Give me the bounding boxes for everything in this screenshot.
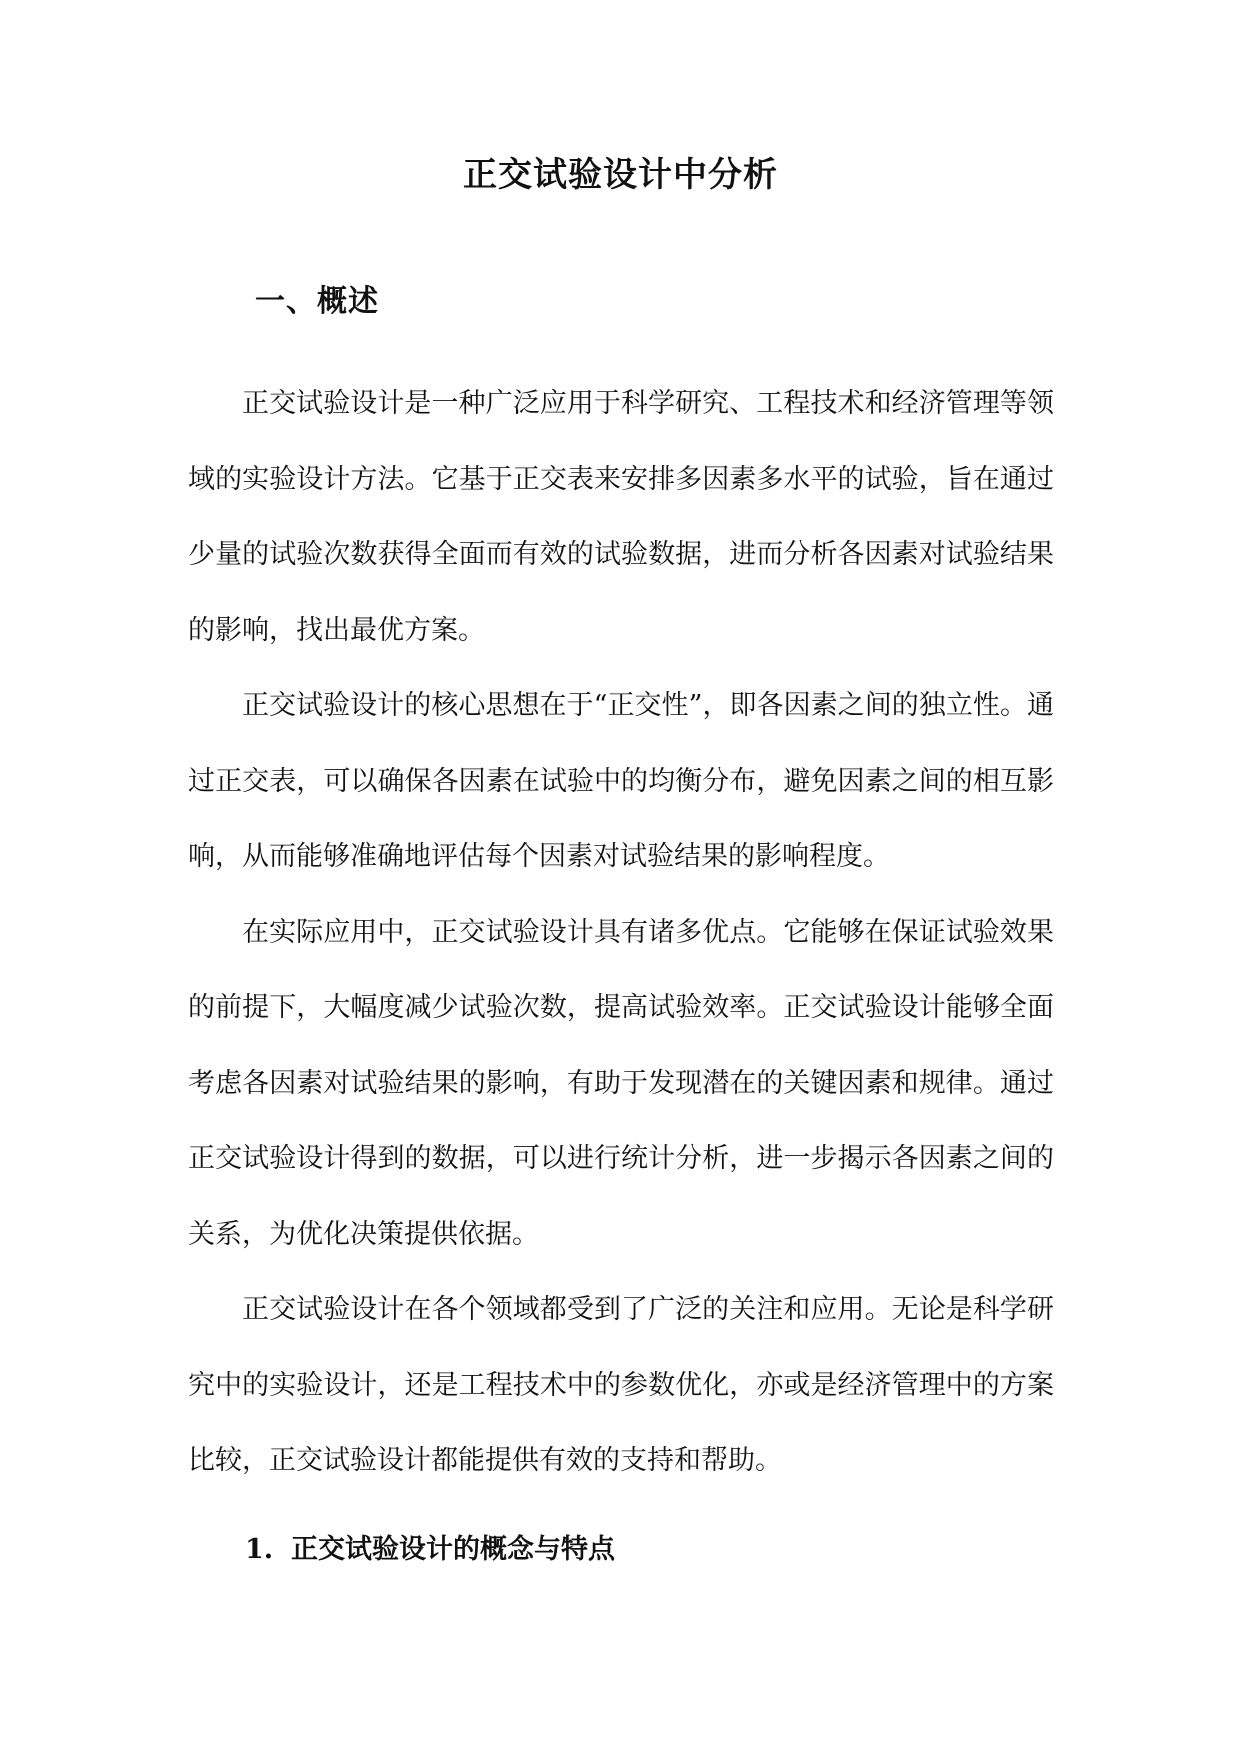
- paragraph: 正交试验设计的核心思想在于“正交性”，即各因素之间的独立性。通过正交表，可以确保各因素在试验中的均衡分布，避免因素之间的相互影响，从而能够准确地评估每个因素对试验结果的影响程度。: [188, 690, 1054, 872]
- document-title: 正交试验设计中分析: [463, 155, 778, 195]
- paragraph: 正交试验设计是一种广泛应用于科学研究、工程技术和经济管理等领域的实验设计方法。它基于正交表来安排多因素多水平的试验，旨在通过少量的试验次数获得全面而有效的试验数据，进而分析各因素对试验结果的影响，找出最优方案。: [188, 388, 1054, 646]
- subsection-title: 正交试验设计的概念与特点: [291, 1534, 615, 1565]
- paragraph: 正交试验设计在各个领域都受到了广泛的关注和应用。无论是科学研究中的实验设计，还是工程技术中的参数优化，亦或是经济管理中的方案比较，正交试验设计都能提供有效的支持和帮助。: [188, 1294, 1054, 1476]
- section-heading: 一、概述: [255, 284, 379, 319]
- subsection-heading: [245, 1528, 615, 1572]
- section-body: [188, 366, 1054, 1499]
- subsection-number: 1.: [245, 1534, 274, 1565]
- paragraph: 在实际应用中，正交试验设计具有诸多优点。它能够在保证试验效果的前提下，大幅度减少试验次数，提高试验效率。正交试验设计能够全面考虑各因素对试验结果的影响，有助于发现潜在的关键因素和规律。通过正交试验设计得到的数据，可以进行统计分析，进一步揭示各因素之间的关系，为优化决策提供依据。: [188, 916, 1054, 1250]
